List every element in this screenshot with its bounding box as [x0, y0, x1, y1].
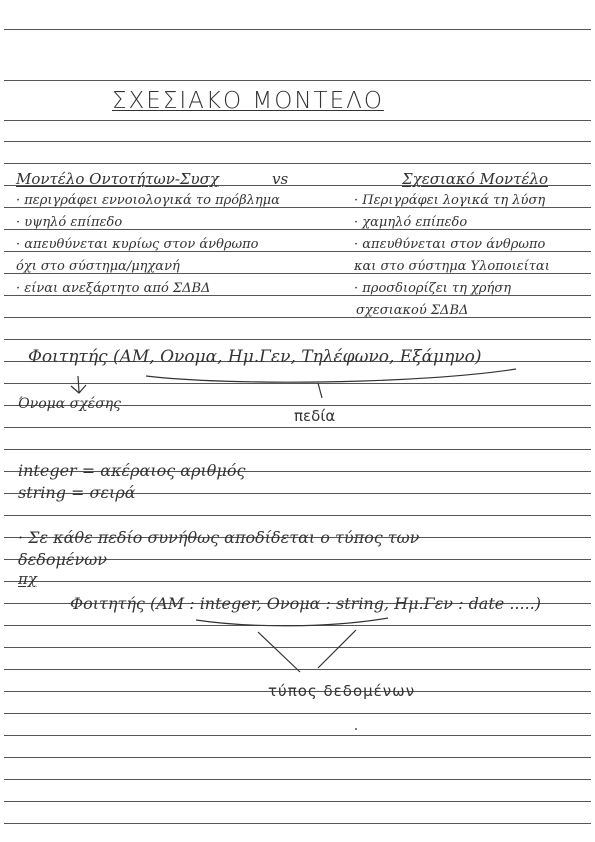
left-item: · απευθύνεται κυρίως στον άνθρωπο	[16, 237, 259, 252]
right-heading: Σχεσιακό Μοντέλο	[402, 170, 549, 188]
relation-name-label: Όνομα σχέσης	[18, 396, 121, 412]
page-title: ΣΧΕΣΙΑΚΟ ΜΟΝΤΕΛΟ	[112, 88, 384, 114]
fields-brace	[318, 383, 322, 398]
schema-line: Φοιτητής (ΑΜ, Ονομα, Ημ.Γεν, Τηλέφωνο, Εξάμηνο)	[28, 347, 482, 367]
fields-label: πεδία	[294, 407, 336, 425]
right-item: · προσδιορίζει τη χρήση	[354, 281, 511, 296]
left-item: · είναι ανεξάρτητο από ΣΔΒΔ	[16, 281, 211, 296]
right-item: σχεσιακού ΣΔΒΔ	[356, 303, 469, 318]
integer-definition: integer = ακέραιος αριθμός	[18, 461, 246, 480]
vs-label: vs	[272, 170, 289, 188]
left-item: όχι στο σύστημα/μηχανή	[16, 259, 180, 274]
down-arrow-icon	[71, 376, 86, 393]
fields-underline	[146, 369, 516, 382]
left-item: · υψηλό επίπεδο	[16, 215, 123, 230]
right-item: · απευθύνεται στον άνθρωπο	[354, 237, 546, 252]
left-heading: Μοντέλο Οντοτήτων-Συσχ	[16, 170, 219, 188]
note-line-1: · Σε κάθε πεδίο συνήθως αποδίδεται ο τύπος των	[18, 528, 420, 547]
left-item: · περιγράφει εννοιολογικά το πρόβλημα	[16, 193, 280, 208]
typed-schema-line: Φοιτητής (ΑΜ : integer, Ονομα : string, Ημ.Γεν : date .....)	[70, 594, 541, 613]
right-item: και στο σύστημα Υλοποιείται	[354, 259, 550, 274]
data-types-label: τύπος δεδομένων	[268, 682, 416, 700]
example-abbr: πχ	[18, 570, 37, 588]
types-left-line	[258, 632, 300, 672]
types-right-line	[318, 630, 356, 668]
right-item: · Περιγράφει λογικά τη λύση	[354, 193, 546, 208]
right-item: · χαμηλό επίπεδο	[354, 215, 468, 230]
note-line-2: δεδομένων	[18, 550, 107, 569]
ink-dot	[355, 728, 357, 730]
string-definition: string = σειρά	[18, 483, 136, 502]
types-underline	[196, 618, 388, 626]
